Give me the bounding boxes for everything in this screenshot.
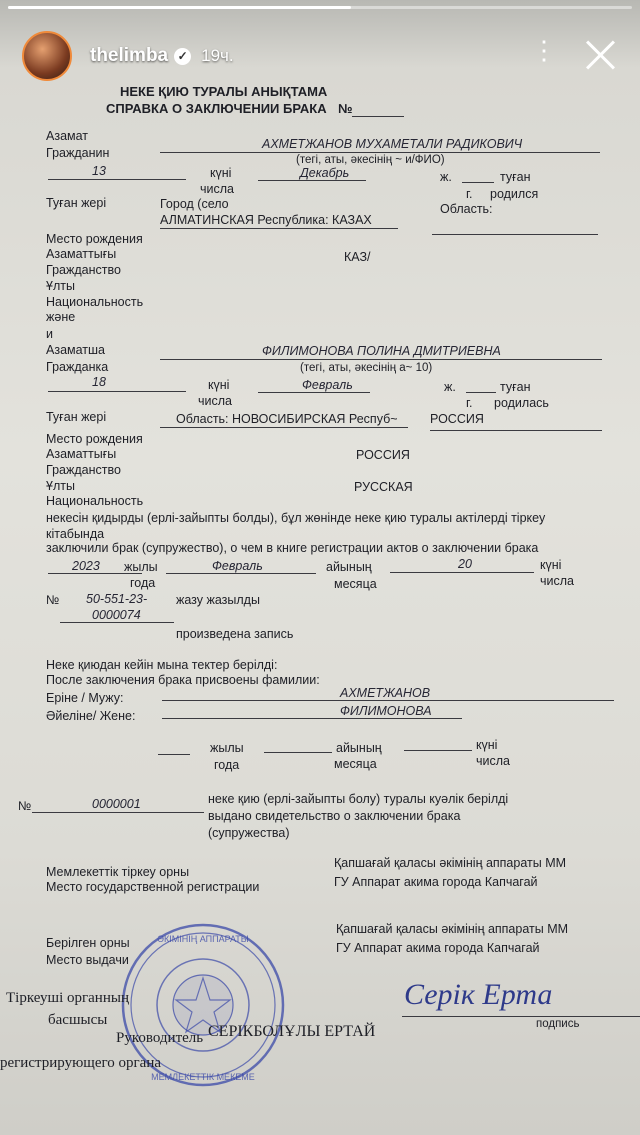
number-label: № xyxy=(338,101,353,116)
bride-citizenship: РОССИЯ xyxy=(356,448,410,462)
groom-name-line xyxy=(160,152,600,153)
groom-kuni: күні xyxy=(210,166,232,180)
bride-rodilas: родилась xyxy=(494,396,549,410)
bride-birth-line xyxy=(160,427,408,428)
citizen-f-kz: Азаматша xyxy=(46,343,105,357)
bride-nation-kz: Ұлты xyxy=(46,479,75,493)
number-line xyxy=(352,116,404,117)
cert-number: 0000001 xyxy=(92,797,141,811)
story-progress-fill xyxy=(8,6,351,9)
and-ru: и xyxy=(46,327,53,341)
citizen-label-kz: Азамат xyxy=(46,129,89,143)
groom-day-line xyxy=(48,179,186,180)
husband-line xyxy=(162,700,614,701)
bride-month: Февраль xyxy=(302,378,353,392)
groom-chisla: числа xyxy=(200,182,234,196)
head-kz-1: Тіркеуші органның xyxy=(6,990,129,1006)
office-kz-1: Қапшағай қаласы әкімінің аппараты ММ xyxy=(334,856,567,870)
record-number-line xyxy=(60,622,174,623)
nation-ru: Национальность xyxy=(46,295,144,309)
record-number-1: 50-551-23- xyxy=(86,592,148,606)
groom-oblast-line xyxy=(432,234,598,235)
state-reg-kz: Мемлекеттік тіркеу орны xyxy=(46,865,190,879)
groom-citizenship: КАЗ/ xyxy=(344,250,371,264)
bride-year-line xyxy=(466,392,496,393)
bride-name: ФИЛИМОНОВА ПОЛИНА ДМИТРИЕВНА xyxy=(262,344,501,358)
bride-citizenship-kz: Азаматтығы xyxy=(46,447,117,461)
reg-month: Февраль xyxy=(212,559,263,573)
bride-birth-region: Область: НОВОСИБИРСКАЯ Респуб~ xyxy=(176,412,398,426)
head-ru-1: Руководитель xyxy=(116,1030,204,1046)
bride-birthplace-kz: Туған жері xyxy=(46,410,107,424)
cert-month-line xyxy=(264,752,332,753)
reg-goda: года xyxy=(130,576,156,590)
reg-year: 2023 xyxy=(72,559,100,573)
bride-citizenship-ru: Гражданство xyxy=(46,463,121,477)
birthplace-ru: Место рождения xyxy=(46,232,143,246)
handwritten-signature: Серік Ерта xyxy=(404,978,553,1011)
cert-aiynyn: айының xyxy=(336,741,382,755)
office-kz-2: Қапшағай қаласы әкімінің аппараты ММ xyxy=(336,922,569,936)
bride-fio-hint: (тегі, аты, әкесінің а~ 10) xyxy=(300,362,433,374)
issued-place-ru: Место выдачи xyxy=(46,953,129,967)
head-name: СЕРІКБОЛҰЛЫ ЕРТАЙ xyxy=(208,1023,376,1040)
reg-zhyly: жылы xyxy=(124,560,158,574)
citizen-f-ru: Гражданка xyxy=(46,360,109,374)
cert-issued-ru: выдано свидетельство о заключении брака xyxy=(208,809,461,823)
signature-caption: подпись xyxy=(536,1018,580,1030)
reg-month-line xyxy=(166,573,316,574)
bride-nation-ru: Национальность xyxy=(46,494,144,508)
groom-oblast: Область: xyxy=(440,202,493,216)
office-ru-1: ГУ Аппарат акима города Капчагай xyxy=(334,875,538,889)
cert-number-line xyxy=(32,812,204,813)
groom-birth-line xyxy=(160,228,398,229)
bride-country: РОССИЯ xyxy=(430,412,484,426)
username[interactable]: thelimba xyxy=(90,45,169,66)
cert-goda: года xyxy=(214,758,240,772)
signature-line xyxy=(402,1016,640,1017)
groom-zh: ж. xyxy=(440,170,452,184)
wife-line xyxy=(162,718,462,719)
names-kz: Неке қиюдан кейін мына тектер берілді: xyxy=(46,658,278,672)
svg-text:ӘКІМІНІҢ АППАРАТЫ: ӘКІМІНІҢ АППАРАТЫ xyxy=(157,934,249,944)
cert-no-label: № xyxy=(18,799,32,813)
bride-tugan: туған xyxy=(500,380,531,394)
more-options-icon[interactable]: ⋮ xyxy=(531,35,558,65)
groom-month-line xyxy=(258,180,366,181)
nation-kz: Ұлты xyxy=(46,279,75,293)
cert-chisla: числа xyxy=(476,754,510,768)
husband-surname: АХМЕТЖАНОВ xyxy=(340,686,431,700)
cert-issued-kz: неке қию (ерлі-зайыпты болу) туралы куәлік берілді xyxy=(208,792,509,806)
reg-day: 20 xyxy=(458,557,472,571)
groom-rodilsya: родился xyxy=(490,187,539,201)
and-kz: және xyxy=(46,310,76,324)
story-header xyxy=(22,28,618,84)
cert-day-line xyxy=(404,750,472,751)
cert-year-line xyxy=(158,754,190,755)
close-icon[interactable] xyxy=(582,36,618,72)
bride-day-line xyxy=(48,391,186,392)
groom-month: Декабрь xyxy=(300,166,350,180)
reg-mesyaca: месяца xyxy=(334,577,377,591)
bride-name-line xyxy=(160,359,602,360)
married-statement-ru: заключили брак (супружество), о чем в книге регистрации актов о заключении брака xyxy=(46,541,539,555)
title-kz: НЕКЕ ҚИЮ ТУРАЛЫ АНЫҚТАМА xyxy=(120,84,328,99)
head-ru-2: регистрирующего органа xyxy=(0,1055,162,1071)
bride-g: г. xyxy=(466,396,473,410)
title-ru: СПРАВКА О ЗАКЛЮЧЕНИИ БРАКА xyxy=(106,101,327,116)
bride-country-line xyxy=(430,430,602,431)
story-progress-bar xyxy=(8,6,632,9)
post-time: 19ч. xyxy=(201,46,234,65)
husband-label: Еріне / Мужу: xyxy=(46,691,124,705)
groom-year-line xyxy=(462,182,494,183)
wife-surname: ФИЛИМОНОВА xyxy=(340,704,432,718)
citizen-label-ru: Гражданин xyxy=(46,146,110,160)
bride-day: 18 xyxy=(92,375,106,389)
bride-month-line xyxy=(258,392,370,393)
bride-kuni: күні xyxy=(208,378,230,392)
verified-badge-icon: ✓ xyxy=(174,48,191,65)
cert-zhyly: жылы xyxy=(210,741,244,755)
state-reg-ru: Место государственной регистрации xyxy=(46,880,260,894)
svg-text:МЕМЛЕКЕТТІК МЕКЕМЕ: МЕМЛЕКЕТТІК МЕКЕМЕ xyxy=(151,1072,255,1082)
groom-birth-region: АЛМАТИНСКАЯ Республика: КАЗАХ xyxy=(160,213,372,227)
head-kz-2: басшысы xyxy=(48,1012,108,1028)
bride-birthplace-ru: Место рождения xyxy=(46,432,143,446)
groom-day: 13 xyxy=(92,164,106,178)
reg-chisla: числа xyxy=(540,574,574,588)
groom-birth-city: Город (село xyxy=(160,197,229,211)
citizenship-ru: Гражданство xyxy=(46,263,121,277)
record-no-label: № xyxy=(46,593,60,607)
reg-aiynyn: айының xyxy=(326,560,372,574)
office-ru-2: ГУ Аппарат акима города Капчагай xyxy=(336,941,540,955)
citizenship-kz: Азаматтығы xyxy=(46,247,117,261)
names-ru: После заключения брака присвоены фамилии: xyxy=(46,673,320,687)
birthplace-kz: Туған жері xyxy=(46,196,107,210)
issued-place-kz: Берілген орны xyxy=(46,936,130,950)
cert-mesyaca: месяца xyxy=(334,757,377,771)
avatar[interactable] xyxy=(22,31,72,81)
cert-issued-ru-2: (супружества) xyxy=(208,826,290,840)
married-statement-kz: некесін қидырды (ерлі-зайыпты болды), бұл жөнінде неке қию туралы актілерді тіркеу кітабында xyxy=(46,511,546,541)
reg-kuni: күні xyxy=(540,558,562,572)
record-number-2: 0000074 xyxy=(92,608,141,622)
bride-nation: РУССКАЯ xyxy=(354,480,413,494)
groom-name: АХМЕТЖАНОВ МУХАМЕТАЛИ РАДИКОВИЧ xyxy=(262,137,523,151)
groom-fio-hint: (тегі, аты, әкесінің ~ и/ФИО) xyxy=(296,154,445,166)
groom-tugan: туған xyxy=(500,170,531,184)
bride-zh: ж. xyxy=(444,380,456,394)
record-made: произведена запись xyxy=(176,627,294,641)
wife-label: Әйеліне/ Жене: xyxy=(46,709,136,723)
reg-day-line xyxy=(390,572,534,573)
record-zhazu: жазу жазылды xyxy=(176,593,260,607)
groom-g: г. xyxy=(466,187,473,201)
cert-kuni: күні xyxy=(476,738,498,752)
bride-chisla: числа xyxy=(198,394,232,408)
